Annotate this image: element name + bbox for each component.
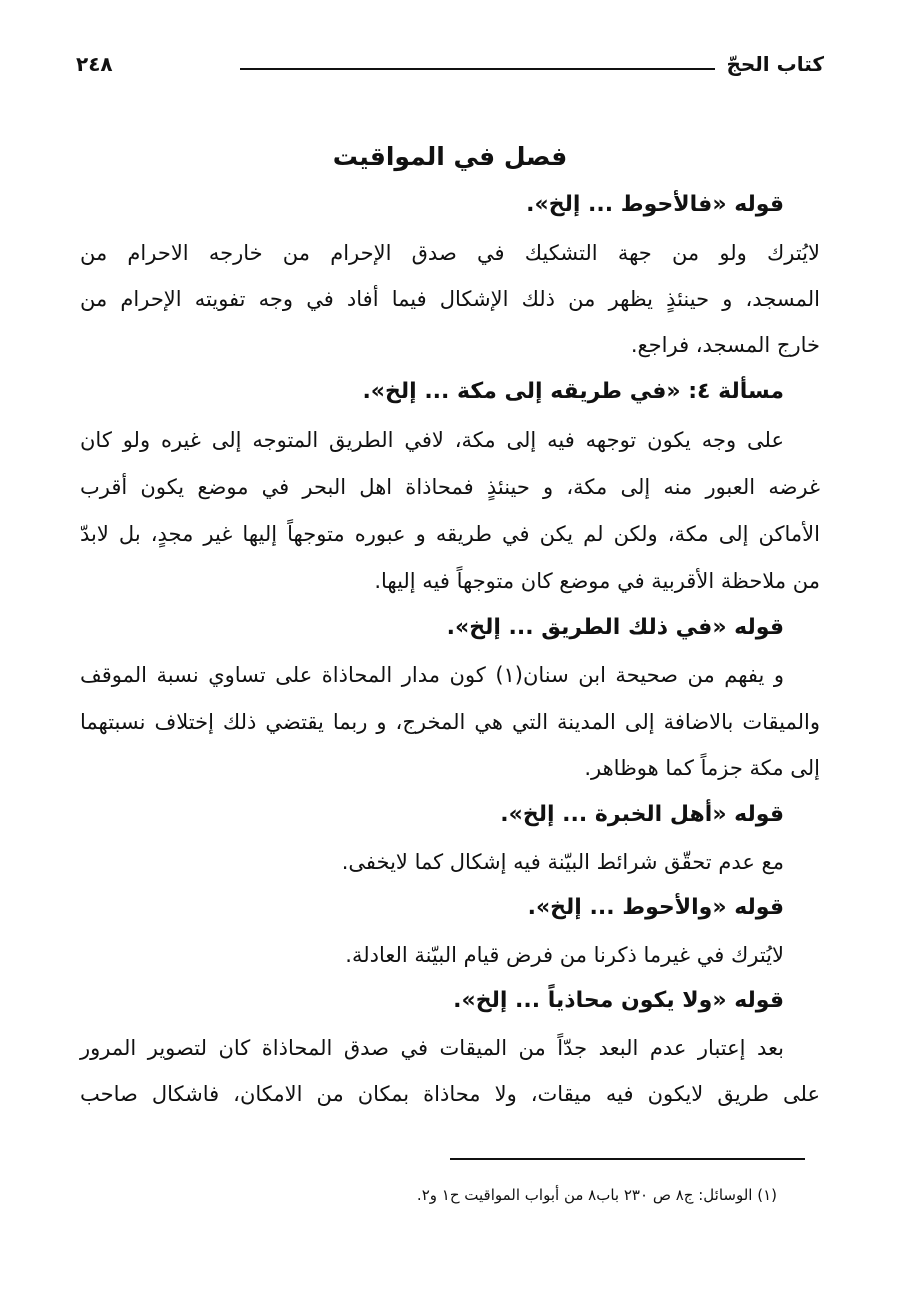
text-line: إلى مكة جزماً كما هوظاهر. — [584, 756, 820, 780]
heading: قوله «ولا يكون محاذياً ... إلخ». — [453, 988, 784, 1013]
heading: قوله «أهل الخبرة ... إلخ». — [500, 802, 784, 827]
heading: مسألة ٤: «في طريقه إلى مكة ... إلخ». — [362, 379, 784, 404]
text-line: غرضه العبور منه إلى مكة، و حينئذٍ فمحاذاة اهل البحر في موضع يكون أقرب — [80, 475, 820, 499]
heading: قوله «فالأحوط ... إلخ». — [526, 192, 784, 217]
text-line: مع عدم تحقّق شرائط البيّنة فيه إشكال كما لايخفى. — [341, 850, 784, 874]
text-line: الأماكن إلى مكة، ولكن لم يكن في طريقه و عبوره متوجهاً إليها غير مجدٍ، بل لابدّ — [80, 522, 820, 546]
text-line: خارج المسجد، فراجع. — [630, 333, 820, 357]
footnote: (١) الوسائل: ج٨ ص ٢٣٠ باب٨ من أبواب المواقيت ح١ و٢. — [416, 1186, 777, 1204]
text-line: المسجد، و حينئذٍ يظهر من ذلك الإشكال فيما أفاد في وجه تفويته الإحرام من — [80, 287, 820, 311]
header-rule — [240, 68, 715, 70]
text-line: على طريق لايكون فيه ميقات، ولا محاذاة بمكان من الامكان، فاشكال صاحب — [80, 1082, 820, 1106]
text-line: من ملاحظة الأقربية في موضع كان متوجهاً فيه إليها. — [374, 569, 820, 593]
text-line: بعد إعتبار عدم البعد جدّاً من الميقات في صدق المحاذاة كان لتصوير المرور — [80, 1036, 784, 1060]
heading: قوله «والأحوط ... إلخ». — [527, 895, 784, 920]
text-line: لايُترك في غيرما ذكرنا من فرض قيام البيّنة العادلة. — [345, 943, 784, 967]
heading: قوله «في ذلك الطريق ... إلخ». — [446, 615, 784, 640]
text-line: والميقات بالاضافة إلى المدينة التي هي المخرج، و ربما يقتضي ذلك إختلاف نسبتهما — [80, 710, 820, 734]
page-number: ٢٤٨ — [76, 52, 113, 76]
text-line: على وجه يكون توجهه فيه إلى مكة، لافي الطريق المتوجه إلى غيره ولو كان — [80, 428, 784, 452]
footnote-rule — [450, 1158, 805, 1160]
section-title: فصل في المواقيت — [332, 142, 568, 171]
book-title: كتاب الحجّ — [726, 52, 824, 76]
text-line: لايُترك ولو من جهة التشكيك في صدق الإحرام من خارجه الاحرام من — [80, 241, 820, 265]
text-line: و يفهم من صحيحة ابن سنان(١) كون مدار المحاذاة على تساوي نسبة الموقف — [80, 663, 784, 687]
